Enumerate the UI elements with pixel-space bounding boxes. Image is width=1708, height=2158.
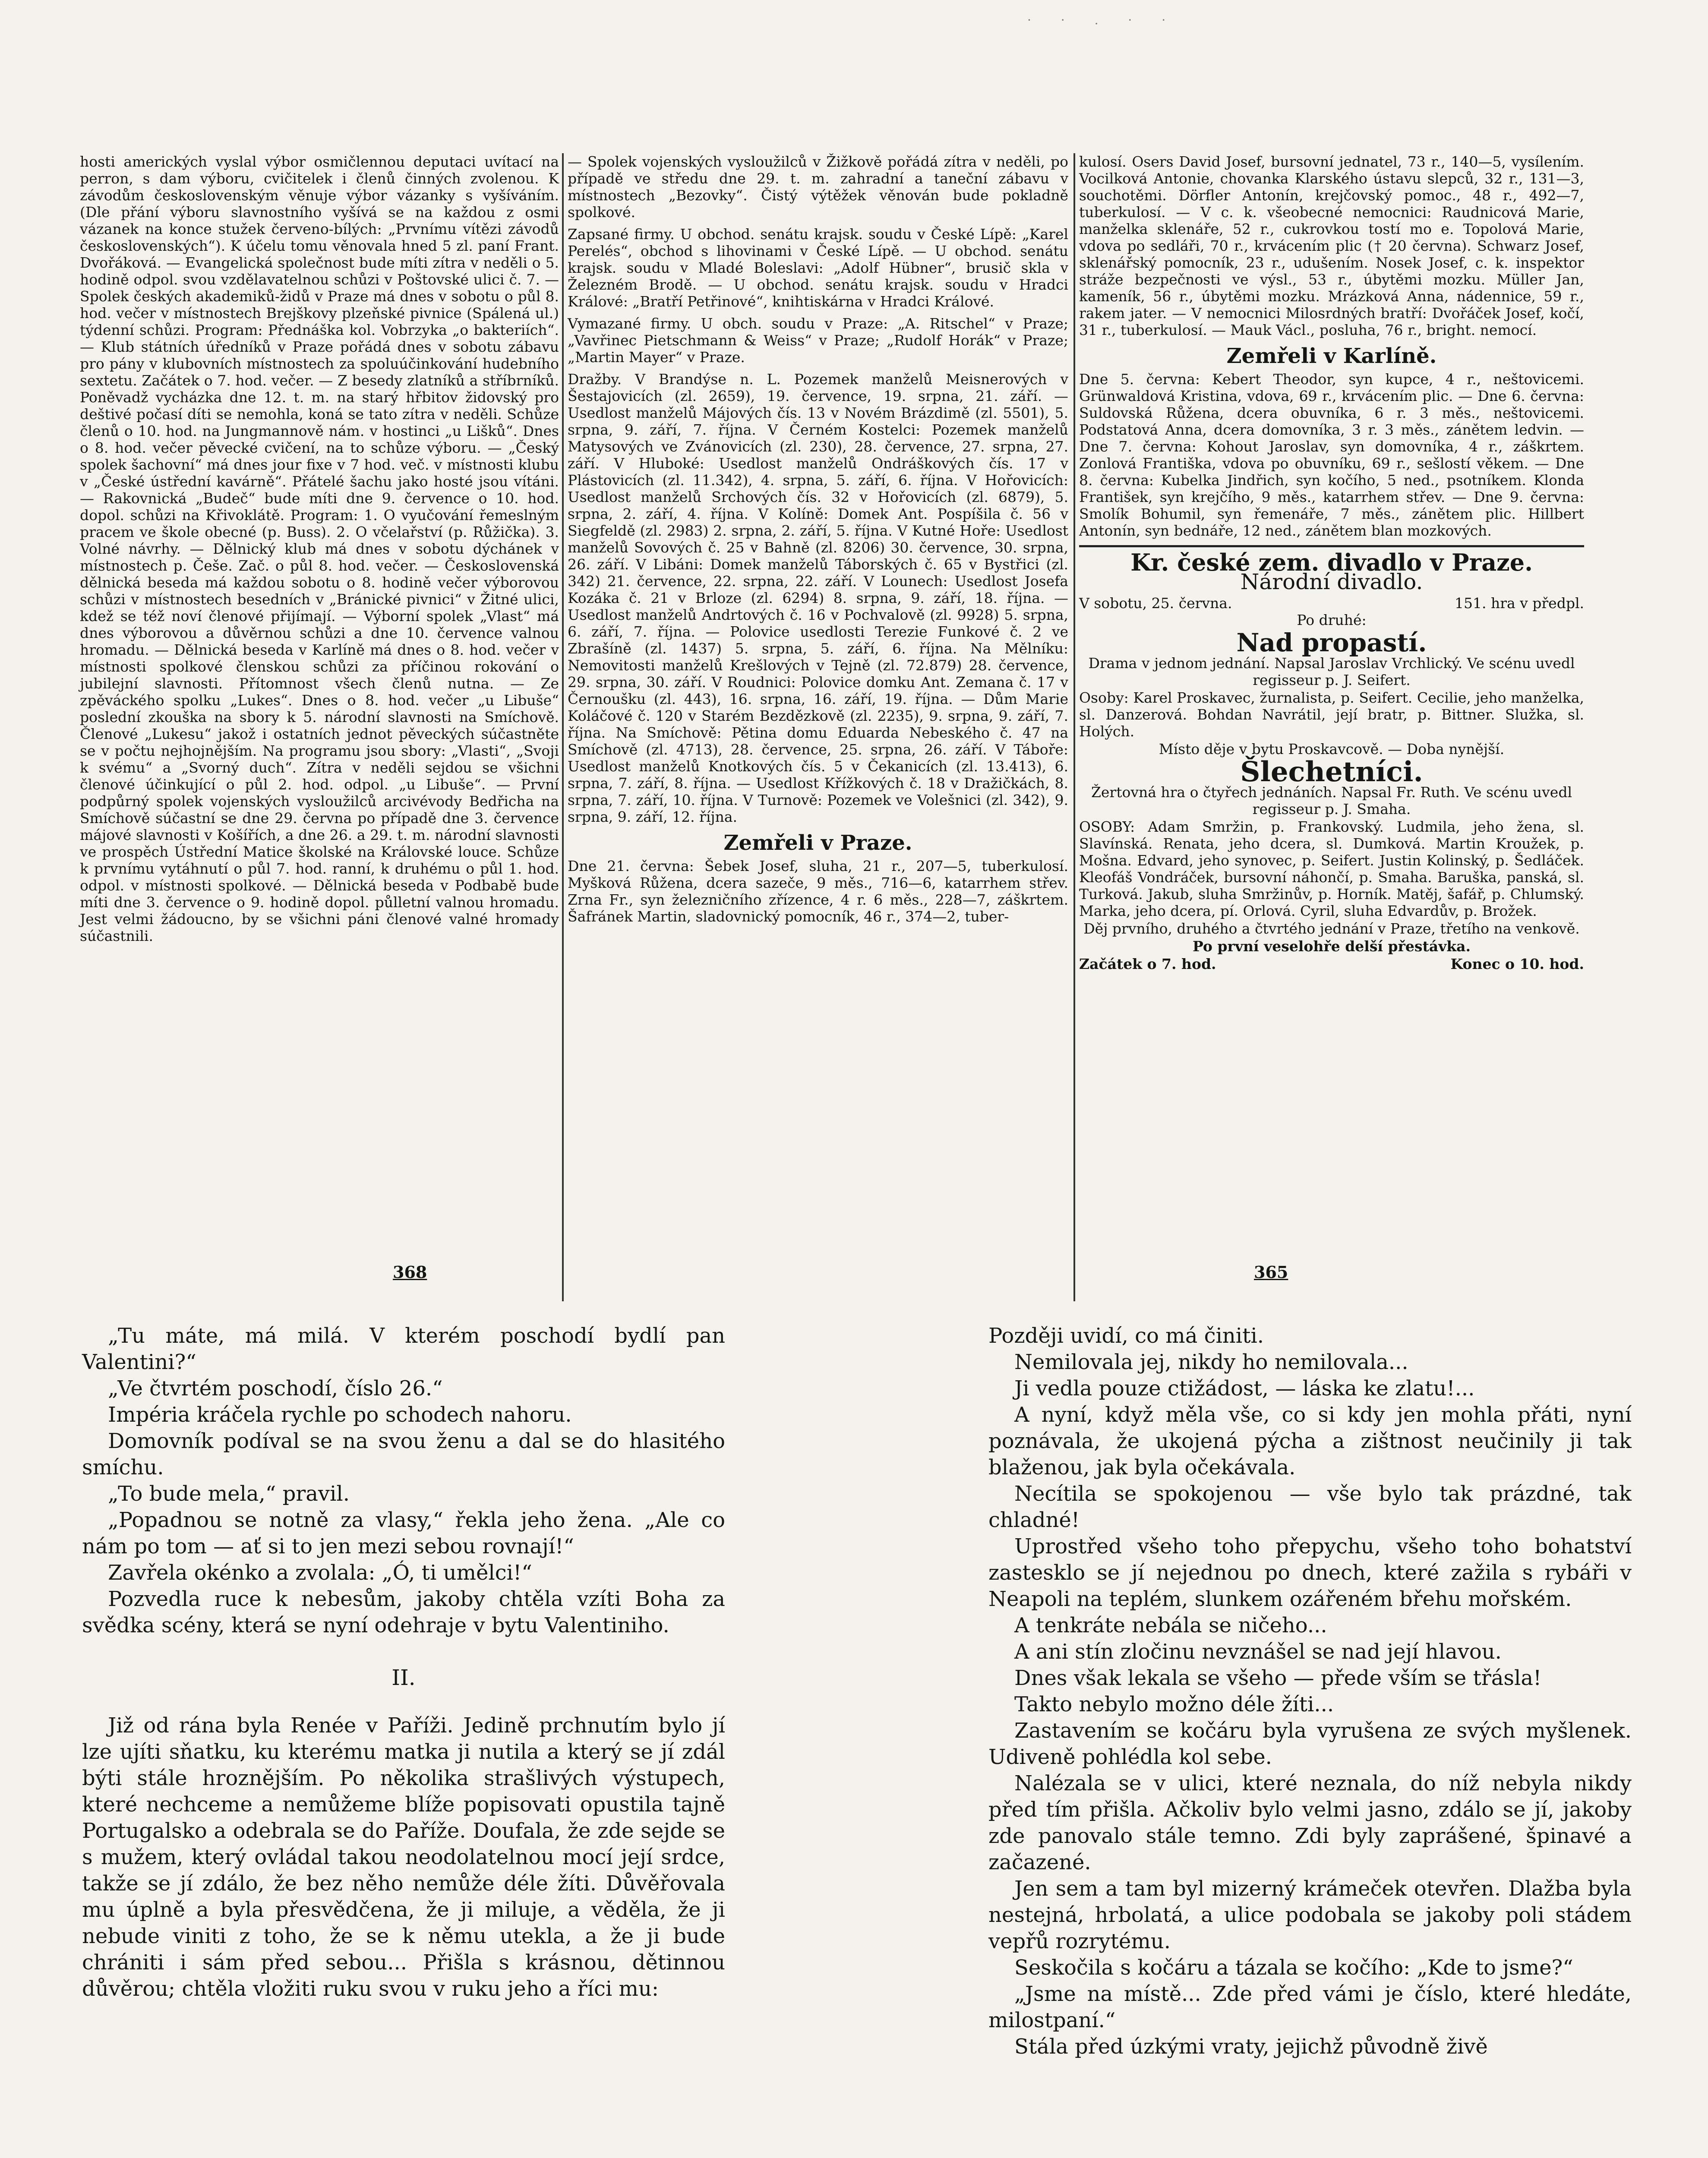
play-1-place: Místo děje v bytu Proskavcově. — Doba nynější. [1159, 741, 1505, 757]
column-divider [562, 153, 564, 1301]
story-right-paragraph: Nemilovala jej, nikdy ho nemilovala... [1014, 1350, 1408, 1374]
story-right-paragraph: Ji vedla pouze ctižádost, — láska ke zlatu!... [1014, 1376, 1475, 1401]
times-row [1079, 956, 1584, 972]
play-2-title: Šlechetníci. [1240, 756, 1423, 788]
page-number-left: 368 [393, 1262, 427, 1282]
theatre-title: Kr. české zem. divadlo v Praze. [1130, 549, 1533, 576]
print-speckles: · · . · · [1027, 13, 1179, 27]
story-right-paragraph: A tenkráte nebála se ničeho... [1014, 1613, 1327, 1637]
story-right-paragraph: Uprostřed všeho toho přepychu, všeho toho bohatství zastesklo se jí nejednou po dnech, které zažila s rybáři v Neapoli na teplém, slunkem ozářeném břehu mořském. [988, 1534, 1632, 1611]
play-2-description: Žertovná hra o čtyřech jednáních. Napsal Fr. Ruth. Ve scénu uvedl regisseur p. J. Smaha. [1091, 784, 1572, 817]
story-left-chapter-text: Již od rána byla Renée v Paříži. Jedině prchnutím bylo jí lze ujíti sňatku, ku kterému matka ji nutila a který se jí zdál býti stále hroznějším. Po několika strašlivých výstupech, které nechceme a nemůžeme blíže popisovati opustila tajně Portugalsko a odebrala se do Paříže. Doufala, že zde sejde se s mužem, který ovládal takou neodolatelnou mocí její srdce, takže se jí zdálo, že bez něho nemůže déle žíti. Důvěřovala mu úplně a byla přesvědčena, že ji miluje, a věděla, že ji nebude viniti z toho, že se k němu utekla, a že ji bude chrániti i sám před sebou... Přišla s krásnou, dětinnou důvěrou; chtěla vložiti ruku svou v ruku jeho a říci mu: [82, 1713, 725, 2001]
registered-firms: Zapsané firmy. U obchod. senátu krajsk. soudu v České Lípě: „Karel Perelés“, obchod s lihovinami v České Lípě. — U obchod. senátu krajsk. soudu v Mladé Boleslavi: „Adolf Hübner“, brusič skla v Železném Brodě. — U obchod. senátu krajsk. soudu v Hradci Králové: „Bratří Petřinové“, knihtiskárna v Hradci Králové. [568, 226, 1068, 310]
story-right-paragraph: Později uvidí, co má činiti. [988, 1324, 1264, 1348]
chapter-heading: II. [391, 1665, 416, 1690]
column-1-text: hosti amerických vyslal výbor osmičlennou deputaci uvítací na perron, s dam výboru, cvičitelek i členů činných zvolenou. K závodům československým věnuje výbor vázanky s vyšíváním. (Dle přání výboru slavnostního vyšívá se na každou z osmi vázanek na konce stužek červeno-bílých: „Prvnímu vítězi závodů československých“). K účelu tomu věnovala hned 5 zl. paní Frant. Dvořáková. — Evangelická společnost bude míti zítra v neděli o 5. hodině odpol. svou vzdělavatelnou schůzi v Poštovské ulici č. 7. — Spolek českých akademiků-židů v Praze má dnes v sobotu o půl 8. hod. večer v místnostech Brejškovy plzeňské pivnice (Spálená ul.) týdenní schůzi. Program: Přednáška kol. Vobrzyka „o bakteriích“. — Klub státních úředníků v Praze pořádá dnes v sobotu zábavu pro pány v klubovních místnostech za spoluúčinkování hudebního sextetu. Začátek o 7. hod. večer. — Z besedy zlatníků a stříbrníků. Poněvadž vycházka dne 12. t. m. na starý hřbitov židovský pro deštivé počasí díti se nemohla, koná se tato zítra v neděli. Schůze členů o 10. hod. na Jungmannově nám. v hostinci „u Lišků“. Dnes o 8. hod. večer pěvecké cvičení, na to schůze výboru. — „Český spolek šachovní“ má dnes jour fixe v 7 hod. več. v místnosti klubu v „České ústřední kavárně“. Přátelé šachu jako hosté jsou vítáni. — Rakovnická „Budeč“ bude míti dne 9. července o 10. hod. dopol. schůzi na Křivoklátě. Program: 1. O vyučování řemeslným pracem ve škole obecné (p. Buss). 2. O včelařství (p. Růžička). 3. Volné návrhy. — Dělnický klub má dnes v sobotu dýchánek v místnostech p. Češe. Zač. o půl 8. hod. večer. — Československá dělnická beseda má každou sobotu o 8. hodině večer výborovou schůzi v místnostech besedních v „Bránické pivnici“ v Žitné ulici, kdež se též noví členové přijímají. — Výborní spolek „Vlast“ má dnes výborovou a důvěrnou schůzi a dne 10. července valnou hromadu. — Dělnická beseda v Karlíně má dnes o 8. hod. večer v místnosti spolkové členskou schůzi za příčinou rokování o jubilejní slavnosti. Přítomnost všech členů nutna. — Ze zpěváckého spolku „Lukes“. Dnes o 8. hod. večer „u Libuše“ poslední zkouška na sbory k 5. národní slavnosti na Smíchově. Členové „Lukesu“ jakož i ostatních jednot pěveckých súčastněte se v počtu nejhojnějším. Na programu jsou sbory: „Vlasti“, „Svoji k svému“ a „Svorný duch“. Zítra v neděli sejdou se všichni členové účinkující o půl 2. hod. odpol. „u Libuše“. — První podpůrný spolek vojenských vysloužilců arcivévody Bedřicha na Smíchově súčastní se dne 29. června po případě dne 3. července májové slavnosti v Košířích, a dne 26. a 29. t. m. národní slavnosti ve prospěch Ústřední Matice školské na Královské louce. Schůze k prvnímu vytáhnutí o půl 7. hod. ranní, k druhému o půl 1. hod. odpol. v místnosti spolkové. — Dělnická beseda v Podbabě bude míti dne 3. července o 9. hodině dopol. půlletní valnou hromadu. Jest velmi žádoucno, by se všichni páni členové valné hromady súčastnili. [80, 153, 559, 944]
story-page-left [82, 1323, 725, 2002]
deaths-karlin-heading: Zemřeli v Karlíně. [1226, 344, 1437, 368]
story-left-paragraph: „Popadnou se notně za vlasy,“ řekla jeho žena. „Ale co nám po tom — ať si to jen mezi sebou rovnají!“ [82, 1508, 725, 1559]
play-2-note: Děj prvního, druhého a čtvrtého jednání v Praze, třetího na venkově. [1083, 920, 1580, 937]
story-left-paragraph: „Tu máte, má milá. V kterém poschodí bydlí pan Valentini?“ [82, 1324, 725, 1374]
deleted-firms: Vymazané firmy. U obch. soudu v Praze: „A. Ritschel“ v Praze; „Vavřinec Pietschmann & Weiss“ v Praze; „Rudolf Horák“ v Praze; „Martin Mayer“ v Praze. [568, 315, 1068, 366]
story-right-paragraph: Seskočila s kočáru a tázala se kočího: „Kde to jsme?“ [1014, 1956, 1573, 1980]
story-right-paragraph: Necítila se spokojenou — vše bylo tak prázdné, tak chladné! [988, 1482, 1632, 1532]
story-left-paragraph: Zavřela okénko a zvolala: „Ó, ti umělci!“ [108, 1561, 532, 1585]
performance-note: Po druhé: [1297, 612, 1367, 628]
story-left-paragraphs [82, 1323, 725, 1639]
newspaper-column-1 [80, 153, 559, 945]
subscription-number: 151. hra v předpl. [1454, 595, 1584, 612]
story-right-paragraph: Nalézala se v ulici, které neznala, do níž nebyla nikdy před tím přišla. Ačkoliv bylo velmi jasno, zdálo se jí, jakoby zde panovalo stále temno. Zdi byly zaprášené, špinavé a začazené. [988, 1771, 1632, 1874]
end-time: Konec o 10. hod. [1450, 956, 1584, 972]
newspaper-column-2 [568, 153, 1068, 926]
start-time: Začátek o 7. hod. [1079, 956, 1216, 972]
story-right-paragraph: A ani stín zločinu nevznášel se nad její hlavou. [1014, 1640, 1502, 1664]
story-right-paragraphs [988, 1323, 1632, 2060]
play-2-cast: OSOBY: Adam Smržin, p. Frankovský. Ludmila, jeho žena, sl. Slavínská. Renata, jeho dcera, sl. Dumková. Martin Kroužek, p. Mošna. Edvard, jeho synovec, p. Seifert. Justin Kolinský, p. Šedláček. Kleofáš Vondráček, bursovní náhončí, p. Smaha. Baruška, panská, sl. Turková. Jakub, sluha Smržinův, p. Horník. Matěj, šafář, p. Chlumský. Marka, jeho dcera, pí. Orlová. Cyril, sluha Edvardův, p. Brožek. [1079, 818, 1584, 919]
deaths-continued: kulosí. Osers David Josef, bursovní jednatel, 73 r., 140—5, vysílením. Vocilková Antonie, chovanka Klarského ústavu slepců, 32 r., 131—3, souchotěmi. Dörfler Antonín, krejčovský pomoc., 48 r., 492—7, tuberkulosí. — V c. k. všeobecné nemocnici: Raudnicová Marie, manželka sklenáře, 52 r., cukrovkou tostí mo e. Topolová Marie, vdova po sedláři, 70 r., krvácením plic († 20 června). Schwarz Josef, sklenářský pomocník, 23 r., udušením. Nosek Josef, c. k. inspektor stráže bezpečnosti ve výsl., 53 r., úbytěmi mozku. Müller Jan, kameník, 56 r., úbytěmi mozku. Mrázková Anna, nádennice, 59 r., rakem jater. — V nemocnici Milosrdných bratří: Dvořáček Josef, kočí, 31 r., tuberkulosí. — Mauk Václ., posluha, 76 r., bright. nemocí. [1079, 153, 1584, 338]
story-right-paragraph: A nyní, když měla vše, co si kdy jen mohla přáti, nyní poznávala, že ukojená pýcha a zištnost neučinily ji tak blaženou, jak byla očekávala. [988, 1403, 1632, 1480]
play-1-cast: Osoby: Karel Proskavec, žurnalista, p. Seifert. Cecilie, jeho manželka, sl. Danzerová. Bohdan Navrátil, její bratr, p. Bittner. Služka, sl. Holých. [1079, 689, 1584, 740]
story-right-paragraph: „Jsme na místě... Zde před vámi je číslo, které hledáte, milostpaní.“ [988, 1982, 1632, 2032]
story-page-right [988, 1323, 1632, 2060]
story-right-paragraph: Jen sem a tam byl mizerný krámeček otevřen. Dlažba byla nestejná, hrbolatá, a ulice podobala se jakoby poli stádem vepřů rozrytému. [988, 1877, 1632, 1953]
story-left-paragraph: Pozvedla ruce k nebesům, jakoby chtěla vzíti Boha za svědka scény, která se nyní odehraje v bytu Valentiniho. [82, 1587, 725, 1637]
story-left-paragraph: Impéria kráčela rychle po schodech nahoru. [108, 1403, 572, 1427]
column-divider [1073, 153, 1075, 1301]
story-right-paragraph: Takto nebylo možno déle žíti... [1014, 1692, 1334, 1716]
play-1-description: Drama v jednom jednání. Napsal Jaroslav Vrchlický. Ve scénu uvedl regisseur p. J. Seifert. [1088, 655, 1575, 688]
story-right-paragraph: Dnes však lekala se všeho — přede vším se třásla! [1014, 1666, 1542, 1690]
play-1-title: Nad propastí. [1236, 628, 1427, 657]
story-right-paragraph: Zastavením se kočáru byla vyrušena ze svých myšlenek. Udiveně pohlédla kol sebe. [988, 1719, 1632, 1769]
story-left-paragraph: „Ve čtvrtém poschodí, číslo 26.“ [108, 1376, 443, 1401]
newspaper-column-3 [1079, 153, 1584, 972]
deaths-prague-text: Dne 21. června: Šebek Josef, sluha, 21 r., 207—5, tuberkulosí. Myšková Růžena, dcera sazeče, 9 měs., 716—6, katarrhem střev. Zrna Fr., syn železničního zřízence, 4 r. 6 měs., 228—7, záškrtem. Šafránek Martin, sladovnický pomocník, 46 r., 374—2, tuber- [568, 858, 1068, 925]
intermission-note: Po první veselohře delší přestávka. [1192, 938, 1471, 955]
auctions: Dražby. V Brandýse n. L. Pozemek manželů Meisnerových v Šestajovicích (zl. 2659), 19. července, 19. srpna, 21. září. — Usedlost manželů Májových čís. 13 v Novém Brázdimě (zl. 5501), 5. srpna, 9. září, 7. října. V Černém Kostelci: Pozemek manželů Matysových ve Zvánovicích (zl. 230), 28. července, 27. srpna, 27. září. V Hluboké: Usedlost manželů Ondráškových čís. 17 v Plástovicích (zl. 11.342), 4. srpna, 5. září, 6. října. V Hořovicích: Usedlost manželů Srchových čís. 32 v Hořovicích (zl. 6879), 5. srpna, 2. září, 4. října. V Kolíně: Domek Ant. Pospíšila č. 56 v Siegfeldě (zl. 2983) 2. srpna, 2. září, 5. října. V Kutné Hoře: Usedlost manželů Sovových č. 25 v Bahně (zl. 8206) 30. července, 30. srpna, 26. září. V Libáni: Domek manželů Táborských č. 65 v Bystřici (zl. 342) 21. července, 22. srpna, 22. září. V Lounech: Usedlost Josefa Kozáka č. 21 v Brloze (zl. 6294) 8. srpna, 9. září, 18. října. — Usedlost manželů Andrtových č. 16 v Pochvalově (zl. 9928) 5. srpna, 6. září, 7. října. — Polovice usedlosti Terezie Funkové č. 2 ve Zbrašíně (zl. 1437) 5. srpna, 5. září, 6. října. Na Mělníku: Nemovitosti manželů Krešlových v Tejně (zl. 72.879) 28. července, 29. srpna, 30. září. V Roudnici: Polovice domku Ant. Zemana č. 17 v Černoušku (zl. 443), 16. srpna, 16. září, 19. října. — Dům Marie Koláčové č. 120 v Starém Bezdězkově (zl. 2235), 9. srpna, 9. září, 7. října. Na Smíchově: Pětina domu Eduarda Nebeského č. 47 na Smíchově (zl. 4713), 28. července, 25. srpna, 26. září. V Táboře: Usedlost manželů Knotkových čís. 5 v Čekanicích (zl. 13.413), 6. srpna, 7. září, 8. října. — Usedlost Křížkových č. 18 v Dražičkách, 8. srpna, 7. září, 10. října. V Turnově: Pozemek ve Volešnici (zl. 342), 9. srpna, 9. září, 12. října. [568, 371, 1068, 825]
deaths-prague-heading: Zemřeli v Praze. [723, 831, 912, 855]
theatre-subtitle: Národní divadlo. [1240, 569, 1423, 594]
page-number-right: 365 [1254, 1262, 1288, 1282]
story-left-paragraph: Domovník podíval se na svou ženu a dal se do hlasitého smíchu. [82, 1429, 725, 1480]
veterans-notice: — Spolek vojenských vysloužilců v Žižkově pořádá zítra v neděli, po případě ve středu dne 29. t. m. zahradní a taneční zábavu v místnostech „Bezovky“. Čistý výtěžek věnován bude pokladně spolkové. [568, 153, 1068, 221]
performance-date-row [1079, 595, 1584, 612]
story-left-paragraph: „To bude mela,“ pravil. [108, 1482, 350, 1506]
story-right-paragraph: Stála před úzkými vraty, jejichž původně živě [1014, 2035, 1488, 2059]
deaths-karlin-text: Dne 5. června: Kebert Theodor, syn kupce, 4 r., neštovicemi. Grünwaldová Kristina, vdova, 69 r., krvácením plic. — Dne 6. června: Suldovská Růžena, dcera obuvníka, 6 r. 3 měs., neštovicemi. Podstatová Anna, dcera domovníka, 3 r. 3 měs., zánětem ledvin. — Dne 7. června: Kohout Jaroslav, syn domovníka, 4 r., záškrtem. Zonlová Františka, vdova po obuvníku, 69 r., sešlostí věkem. — Dne 8. června: Kubelka Jindřich, syn kočího, 5 ned., psotníkem. Klonda František, syn krejčího, 9 měs., katarrhem střev. — Dne 9. června: Smolík Bohumil, syn řemenáře, 7 měs., zánětem plic. Hillbert Antonín, syn bednáře, 12 ned., zánětem blan mozkových. [1079, 371, 1584, 539]
performance-date: V sobotu, 25. června. [1079, 595, 1232, 612]
